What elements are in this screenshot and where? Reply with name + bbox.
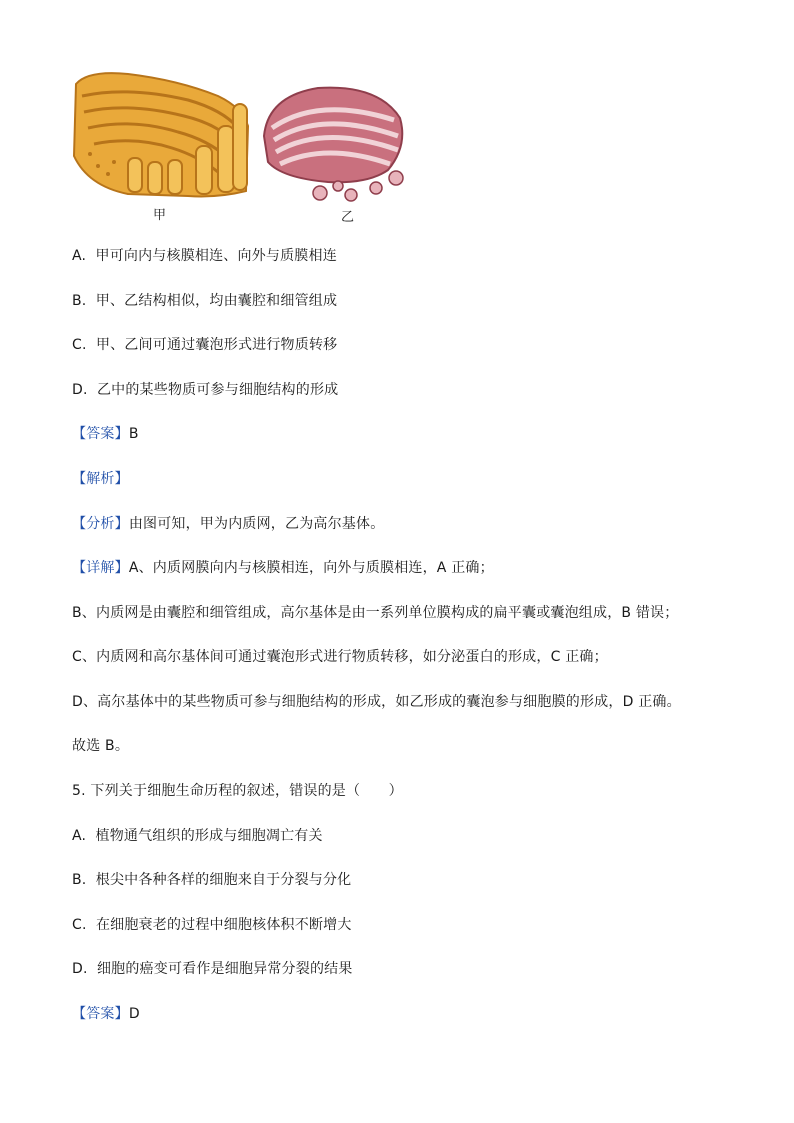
q4-option-c: C. 甲、乙间可通过囊泡形式进行物质转移 <box>72 337 338 353</box>
q4-detail-line-b: B、内质网是由囊腔和细管组成，高尔基体是由一系列单位膜构成的扁平囊或囊泡组成，B 错误； <box>72 605 679 621</box>
endoplasmic-reticulum-image <box>74 73 248 196</box>
q5-option-c: C. 在细胞衰老的过程中细胞核体积不断增大 <box>72 917 352 933</box>
q5-answer: 【答案】D <box>72 1006 140 1022</box>
organelle-figure <box>68 66 413 226</box>
q4-option-b: B. 甲、乙结构相似，均由囊腔和细管组成 <box>72 293 338 309</box>
q5-option-b: B. 根尖中各种各样的细胞来自于分裂与分化 <box>72 872 352 888</box>
organelle-illustration <box>68 66 413 226</box>
q4-detail-line-d: D、高尔基体中的某些物质可参与细胞结构的形成，如乙形成的囊泡参与细胞膜的形成，D 正确。 <box>72 694 681 710</box>
q4-option-d: D. 乙中的某些物质可参与细胞结构的形成 <box>72 382 339 398</box>
q4-detail-line-c: C、内质网和高尔基体间可通过囊泡形式进行物质转移，如分泌蛋白的形成，C 正确； <box>72 649 608 665</box>
q4-conclusion: 故选 B。 <box>72 738 130 754</box>
answer-tag: 【答案】 <box>72 426 129 442</box>
figure-label-jia: 甲 <box>153 208 167 223</box>
q4-option-a: A. 甲可向内与核膜相连、向外与质膜相连 <box>72 248 337 264</box>
q5-option-d: D. 细胞的癌变可看作是细胞异常分裂的结果 <box>72 961 353 977</box>
fenxi-tag: 【分析】 <box>72 516 129 532</box>
q4-detail-line-a: 【详解】A、内质网膜向内与核膜相连，向外与质膜相连，A 正确； <box>72 560 494 576</box>
answer-tag: 【答案】 <box>72 1006 129 1022</box>
figure-label-yi: 乙 <box>341 210 355 225</box>
golgi-apparatus-image <box>264 88 403 201</box>
detail-tag: 【详解】 <box>72 560 129 576</box>
q4-answer: 【答案】B <box>72 426 139 442</box>
q4-fenxi: 【分析】由图可知，甲为内质网，乙为高尔基体。 <box>72 516 385 532</box>
q5-option-a: A. 植物通气组织的形成与细胞凋亡有关 <box>72 828 323 844</box>
q5-stem: 5. 下列关于细胞生命历程的叙述，错误的是（ ） <box>72 783 403 799</box>
q4-analysis-heading: 【解析】 <box>72 471 129 487</box>
